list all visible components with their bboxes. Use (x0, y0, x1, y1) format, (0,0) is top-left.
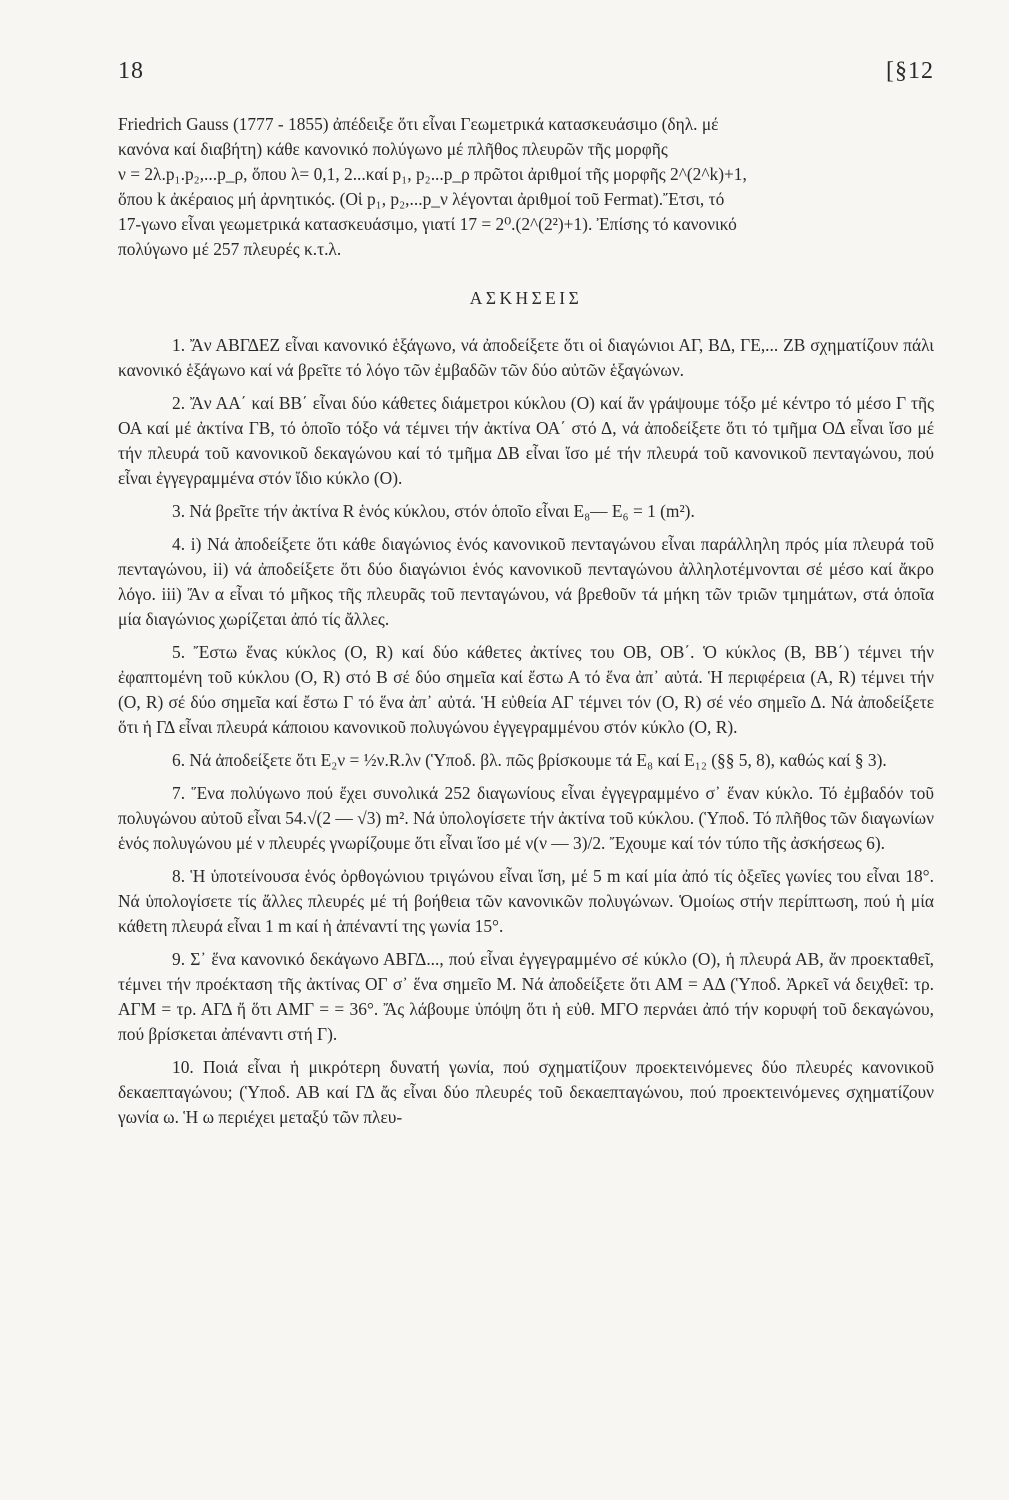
exercise-5 (118, 640, 934, 740)
exercise-text: Ἡ ὑποτείνουσα ἑνός ὀρθογώνιου τριγώνου εἶναι ἴση, μέ 5 m καί μία ἀπό τίς ὀξεῖες γωνίες του εἶναι 18°. Νά ὑπολογίσετε τίς ἄλλες πλευρές μέ τή βοήθεια τῶν κανονικῶν πολυγώνων. Ὁμοίως στήν περίπτωση, πού ἡ μία κάθετη πλευρά εἶναι 1 m καί ἡ ἀπέναντί της γωνία 15°. (118, 866, 934, 936)
exercise-3 (118, 499, 934, 524)
exercise-10 (118, 1055, 934, 1130)
exercise-number: 4. (172, 534, 186, 554)
exercise-number: 10. (172, 1057, 194, 1077)
exercise-8 (118, 864, 934, 939)
exercise-number: 1. (172, 335, 186, 355)
intro-paragraph (118, 112, 934, 262)
exercise-7 (118, 781, 934, 856)
section-marker: [§12 (886, 58, 934, 84)
exercise-text: Ἄν ΑΒΓΔΕΖ εἶναι κανονικό ἑξάγωνο, νά ἀποδείξετε ὅτι οἱ διαγώνιοι ΑΓ, ΒΔ, ΓΕ,... ΖΒ σχηματίζουν πάλι κανονικό ἑξάγωνο καί νά βρεῖτε τό λόγο τῶν ἐμβαδῶν τῶν δύο αὐτῶν ἑξαγώνων. (118, 335, 934, 380)
exercise-number: 8. (172, 866, 186, 886)
exercise-9 (118, 947, 934, 1047)
exercise-text: Σ᾽ ἕνα κανονικό δεκάγωνο ΑΒΓΔ..., πού εἶναι ἐγγεγραμμένο σέ κύκλο (Ο), ἡ πλευρά ΑΒ, ἄν προεκταθεῖ, τέμνει τήν προέκταση τῆς ἀκτίνας ΟΓ σ᾽ ἕνα σημεῖο Μ. Νά ἀποδείξετε ὅτι ΑΜ = ΑΔ (Ὑποδ. Ἀρκεῖ νά δειχθεῖ: τρ. ΑΓΜ = τρ. ΑΓΔ ἤ ὅτι ΑΜΓ = = 36°. Ἄς λάβουμε ὑπόψη ὅτι ἡ εὐθ. ΜΓΟ περνάει ἀπό τήν κορυφή τοῦ δεκαγώνου, πού βρίσκεται ἀπέναντι στή Γ). (118, 949, 934, 1044)
exercise-text: Νά βρεῖτε τήν ἀκτίνα R ἑνός κύκλου, στόν ὁποῖο εἶναι E₈— E₆ = 1 (m²). (189, 501, 695, 521)
intro-line: κανόνα καί διαβήτη) κάθε κανονικό πολύγωνο μέ πλῆθος πλευρῶν τῆς μορφῆς (118, 139, 668, 159)
exercise-number: 2. (172, 393, 186, 413)
exercise-number: 9. (172, 949, 186, 969)
page-content (118, 112, 934, 1138)
intro-line: ν = 2λ.p₁.p₂,...p_ρ, ὅπου λ= 0,1, 2...καί p₁, p₂...p_ρ πρῶτοι ἀριθμοί τῆς μορφῆς 2^(2^k)+1, (118, 164, 747, 184)
exercise-text: Ποιά εἶναι ἡ μικρότερη δυνατή γωνία, πού σχηματίζουν προεκτεινόμενες δύο πλευρές κανονικοῦ δεκαεπταγώνου; (Ὑποδ. ΑΒ καί ΓΔ ἄς εἶναι δύο πλευρές τοῦ δεκαεπταγώνου, πού προεκτεινόμενες σχηματίζουν γωνία ω. Ἡ ω περιέχει μεταξύ τῶν πλευ- (118, 1057, 934, 1127)
exercise-2 (118, 391, 934, 491)
exercise-text: i) Νά ἀποδείξετε ὅτι κάθε διαγώνιος ἑνός κανονικοῦ πενταγώνου εἶναι παράλληλη πρός μία πλευρά τοῦ πενταγώνου, ii) νά ἀποδείξετε ὅτι δύο διαγώνιοι ἑνός κανονικοῦ πενταγώνου ἀλληλοτέμνονται σέ μέσο καί ἄκρο λόγο. iii) Ἄν α εἶναι τό μῆκος τῆς πλευρᾶς τοῦ πενταγώνου, νά βρεθοῦν τά μήκη τῶν τριῶν τμημάτων, στά ὁποῖα μία διαγώνιος χωρίζεται ἀπό τίς ἄλλες. (118, 534, 934, 629)
exercise-text: Ἕνα πολύγωνο πού ἔχει συνολικά 252 διαγωνίους εἶναι ἐγγεγραμμένο σ᾽ ἕναν κύκλο. Τό ἐμβαδόν τοῦ πολυγώνου αὐτοῦ εἶναι 54.√(2 — √3) m². Νά ὑπολογίσετε τήν ἀκτίνα τοῦ κύκλου. (Ὑποδ. Τό πλῆθος τῶν διαγωνίων ἑνός πολυγώνου μέ ν πλευρές γνωρίζουμε ὅτι εἶναι ἴσο μέ ν(ν — 3)/2. Ἔχουμε καί τόν τύπο τῆς ἀσκήσεως 6). (118, 783, 934, 853)
intro-line: Friedrich Gauss (1777 - 1855) ἀπέδειξε ὅτι εἶναι Γεωμετρικά κατασκευάσιμο (δηλ. μέ (118, 114, 719, 134)
page-number: 18 (118, 58, 144, 84)
intro-line: πολύγωνο μέ 257 πλευρές κ.τ.λ. (118, 239, 342, 259)
exercise-1 (118, 333, 934, 383)
exercise-number: 6. (172, 750, 186, 770)
exercise-number: 3. (172, 501, 186, 521)
exercise-text: Ἔστω ἕνας κύκλος (Ο, R) καί δύο κάθετες ἀκτίνες του ΟΒ, ΟΒ΄. Ὁ κύκλος (Β, ΒΒ΄) τέμνει τήν ἐφαπτομένη τοῦ κύκλου (Ο, R) στό Β σέ δύο σημεῖα καί ἔστω Α τό ἕνα ἀπ᾽ αὐτά. Ἡ περιφέρεια (Α, R) τέμνει τήν (Ο, R) σέ δύο σημεῖα καί ἔστω Γ τό ἕνα ἀπ᾽ αὐτά. Ἡ εὐθεία ΑΓ τέμνει τόν (Ο, R) σέ νέο σημεῖο Δ. Νά ἀποδείξετε ὅτι ἡ ΓΔ εἶναι πλευρά κάποιου κανονικοῦ πολυγώνου ἐγγεγραμμένου στόν κύκλο (Ο, R). (118, 642, 934, 737)
exercise-text: Ἄν ΑΑ΄ καί ΒΒ΄ εἶναι δύο κάθετες διάμετροι κύκλου (Ο) καί ἄν γράψουμε τόξο μέ κέντρο τό μέσο Γ τῆς ΟΑ καί μέ ἀκτίνα ΓΒ, τό ὁποῖο τόξο νά τέμνει τήν ἀκτίνα ΟΑ΄ στό Δ, νά ἀποδείξετε ὅτι τό τμῆμα ΟΔ εἶναι ἴσο μέ τήν πλευρά τοῦ κανονικοῦ δεκαγώνου καί τό τμῆμα ΔΒ εἶναι ἴσο μέ τήν πλευρά τοῦ κανονικοῦ πενταγώνου, πού εἶναι ἐγγεγραμμένα στόν ἴδιο κύκλο (Ο). (118, 393, 934, 488)
exercise-number: 7. (172, 783, 186, 803)
exercise-6 (118, 748, 934, 773)
exercise-text: Νά ἀποδείξετε ὅτι E₂ν = ½ν.R.λν (Ὑποδ. βλ. πῶς βρίσκουμε τά E₈ καί E₁₂ (§§ 5, 8), καθώς καί § 3). (189, 750, 887, 770)
exercise-number: 5. (172, 642, 186, 662)
exercises-heading: ΑΣΚΗΣΕΙΣ (469, 288, 583, 308)
intro-line: 17-γωνο εἶναι γεωμετρικά κατασκευάσιμο, γιατί 17 = 2⁰.(2^(2²)+1). Ἐπίσης τό κανονικό (118, 214, 737, 234)
exercise-4 (118, 532, 934, 632)
intro-line: ὅπου k ἀκέραιος μή ἀρνητικός. (Οἱ p₁, p₂,...p_ν λέγονται ἀριθμοί τοῦ Fermat).Ἔτσι, τό (118, 189, 725, 209)
